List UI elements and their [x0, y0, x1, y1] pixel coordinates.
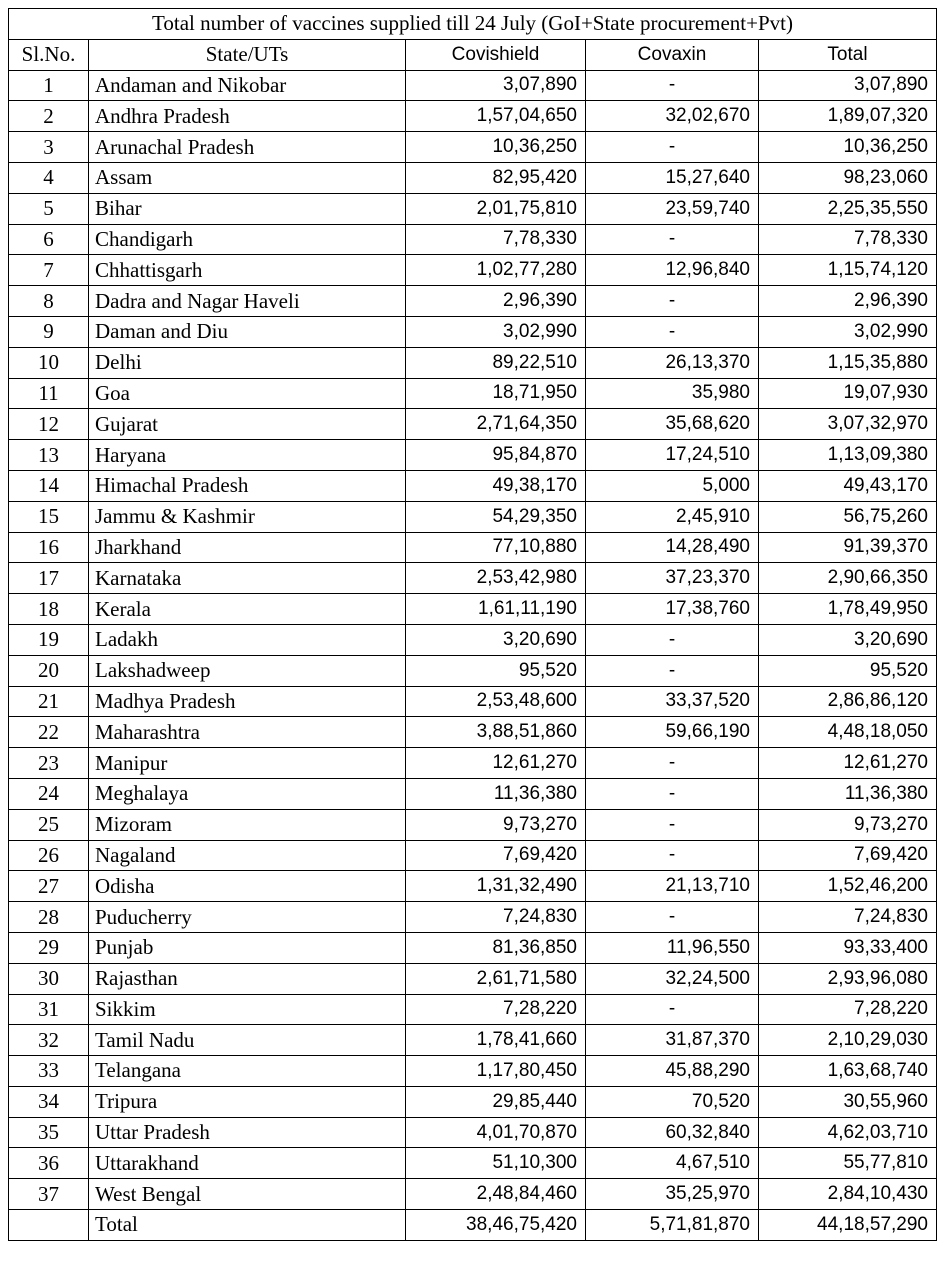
total-cell: 1,13,09,380	[759, 440, 937, 471]
total-cell: 2,90,66,350	[759, 563, 937, 594]
state-name-cell: Mizoram	[89, 809, 406, 840]
covishield-cell: 89,22,510	[406, 347, 586, 378]
covishield-cell: 2,53,42,980	[406, 563, 586, 594]
total-cell: 1,52,46,200	[759, 871, 937, 902]
table-row	[9, 286, 937, 317]
sl-no-cell: 16	[9, 532, 89, 563]
covaxin-cell: -	[586, 840, 759, 871]
covishield-cell: 7,28,220	[406, 994, 586, 1025]
table-row	[9, 162, 937, 193]
state-name-cell: Kerala	[89, 594, 406, 625]
table-row	[9, 70, 937, 101]
total-cell: 30,55,960	[759, 1086, 937, 1117]
sl-no-cell: 22	[9, 717, 89, 748]
covaxin-cell: 32,24,500	[586, 963, 759, 994]
covishield-cell: 10,36,250	[406, 132, 586, 163]
covishield-cell: 2,48,84,460	[406, 1179, 586, 1210]
total-label: Total	[89, 1210, 406, 1241]
sl-no-cell: 35	[9, 1117, 89, 1148]
covishield-cell: 9,73,270	[406, 809, 586, 840]
sl-no-cell: 10	[9, 347, 89, 378]
state-name-cell: Uttar Pradesh	[89, 1117, 406, 1148]
sl-no-cell: 28	[9, 902, 89, 933]
total-sl-cell	[9, 1210, 89, 1241]
table-row	[9, 902, 937, 933]
total-covaxin: 5,71,81,870	[586, 1210, 759, 1241]
covaxin-cell: -	[586, 748, 759, 779]
table-row	[9, 563, 937, 594]
total-cell: 10,36,250	[759, 132, 937, 163]
table-row	[9, 748, 937, 779]
table-row	[9, 1148, 937, 1179]
covaxin-cell: 26,13,370	[586, 347, 759, 378]
state-name-cell: Puducherry	[89, 902, 406, 933]
sl-no-cell: 19	[9, 624, 89, 655]
covishield-cell: 1,31,32,490	[406, 871, 586, 902]
covishield-cell: 1,17,80,450	[406, 1056, 586, 1087]
covaxin-cell: 2,45,910	[586, 501, 759, 532]
covaxin-cell: -	[586, 132, 759, 163]
state-name-cell: Andhra Pradesh	[89, 101, 406, 132]
covaxin-cell: 14,28,490	[586, 532, 759, 563]
total-cell: 1,89,07,320	[759, 101, 937, 132]
covaxin-cell: -	[586, 624, 759, 655]
total-cell: 2,25,35,550	[759, 193, 937, 224]
table-body	[9, 70, 937, 1209]
state-name-cell: Andaman and Nikobar	[89, 70, 406, 101]
covishield-cell: 54,29,350	[406, 501, 586, 532]
total-cell: 4,48,18,050	[759, 717, 937, 748]
table-row	[9, 347, 937, 378]
total-cell: 2,86,86,120	[759, 686, 937, 717]
state-name-cell: Ladakh	[89, 624, 406, 655]
covaxin-cell: -	[586, 902, 759, 933]
total-cell: 1,15,74,120	[759, 255, 937, 286]
table-title: Total number of vaccines supplied till 24 July (GoI+State procurement+Pvt)	[9, 9, 937, 40]
covaxin-cell: 45,88,290	[586, 1056, 759, 1087]
covaxin-cell: -	[586, 994, 759, 1025]
covishield-cell: 2,96,390	[406, 286, 586, 317]
state-name-cell: Maharashtra	[89, 717, 406, 748]
covishield-cell: 2,01,75,810	[406, 193, 586, 224]
total-cell: 7,24,830	[759, 902, 937, 933]
sl-no-cell: 33	[9, 1056, 89, 1087]
state-name-cell: Lakshadweep	[89, 655, 406, 686]
covishield-cell: 7,69,420	[406, 840, 586, 871]
sl-no-cell: 7	[9, 255, 89, 286]
table-row	[9, 778, 937, 809]
covishield-cell: 11,36,380	[406, 778, 586, 809]
covaxin-cell: -	[586, 809, 759, 840]
covishield-cell: 81,36,850	[406, 932, 586, 963]
covishield-cell: 3,20,690	[406, 624, 586, 655]
sl-no-cell: 31	[9, 994, 89, 1025]
vaccine-supply-table	[8, 8, 937, 1241]
covaxin-cell: 11,96,550	[586, 932, 759, 963]
table-row	[9, 501, 937, 532]
sl-no-cell: 20	[9, 655, 89, 686]
state-name-cell: Jammu & Kashmir	[89, 501, 406, 532]
table-row	[9, 132, 937, 163]
table-row	[9, 624, 937, 655]
table-row	[9, 655, 937, 686]
sl-no-cell: 18	[9, 594, 89, 625]
state-name-cell: Karnataka	[89, 563, 406, 594]
covishield-cell: 1,02,77,280	[406, 255, 586, 286]
table-row	[9, 101, 937, 132]
total-covishield: 38,46,75,420	[406, 1210, 586, 1241]
total-cell: 2,93,96,080	[759, 963, 937, 994]
state-name-cell: Arunachal Pradesh	[89, 132, 406, 163]
covishield-cell: 29,85,440	[406, 1086, 586, 1117]
state-name-cell: Bihar	[89, 193, 406, 224]
sl-no-cell: 27	[9, 871, 89, 902]
sl-no-cell: 1	[9, 70, 89, 101]
covaxin-cell: 5,000	[586, 470, 759, 501]
total-cell: 2,96,390	[759, 286, 937, 317]
covishield-cell: 3,07,890	[406, 70, 586, 101]
state-name-cell: Gujarat	[89, 409, 406, 440]
covaxin-cell: 23,59,740	[586, 193, 759, 224]
table-row	[9, 963, 937, 994]
covishield-cell: 1,61,11,190	[406, 594, 586, 625]
state-name-cell: Rajasthan	[89, 963, 406, 994]
covaxin-cell: 17,24,510	[586, 440, 759, 471]
covaxin-cell: 35,980	[586, 378, 759, 409]
table-row	[9, 224, 937, 255]
covaxin-cell: -	[586, 316, 759, 347]
covishield-cell: 1,78,41,660	[406, 1025, 586, 1056]
covaxin-cell: -	[586, 224, 759, 255]
state-name-cell: Telangana	[89, 1056, 406, 1087]
covaxin-cell: 21,13,710	[586, 871, 759, 902]
table-row	[9, 932, 937, 963]
total-cell: 55,77,810	[759, 1148, 937, 1179]
table-row	[9, 840, 937, 871]
covaxin-cell: 60,32,840	[586, 1117, 759, 1148]
covishield-cell: 18,71,950	[406, 378, 586, 409]
sl-no-cell: 13	[9, 440, 89, 471]
covishield-cell: 2,71,64,350	[406, 409, 586, 440]
total-cell: 7,28,220	[759, 994, 937, 1025]
sl-no-cell: 12	[9, 409, 89, 440]
total-total: 44,18,57,290	[759, 1210, 937, 1241]
state-name-cell: Uttarakhand	[89, 1148, 406, 1179]
total-cell: 3,07,890	[759, 70, 937, 101]
table-row	[9, 1025, 937, 1056]
total-cell: 98,23,060	[759, 162, 937, 193]
sl-no-cell: 11	[9, 378, 89, 409]
covishield-cell: 4,01,70,870	[406, 1117, 586, 1148]
table-row	[9, 440, 937, 471]
table-row	[9, 532, 937, 563]
sl-no-cell: 8	[9, 286, 89, 317]
state-name-cell: Dadra and Nagar Haveli	[89, 286, 406, 317]
table-row	[9, 686, 937, 717]
covaxin-cell: 17,38,760	[586, 594, 759, 625]
state-name-cell: Jharkhand	[89, 532, 406, 563]
table-row	[9, 1086, 937, 1117]
state-name-cell: Madhya Pradesh	[89, 686, 406, 717]
total-cell: 91,39,370	[759, 532, 937, 563]
covaxin-cell: 35,68,620	[586, 409, 759, 440]
covishield-cell: 77,10,880	[406, 532, 586, 563]
covaxin-cell: 35,25,970	[586, 1179, 759, 1210]
covaxin-cell: -	[586, 655, 759, 686]
table-row	[9, 871, 937, 902]
total-cell: 9,73,270	[759, 809, 937, 840]
state-name-cell: Chhattisgarh	[89, 255, 406, 286]
header-row	[9, 39, 937, 70]
header-total: Total	[759, 39, 937, 70]
table-row	[9, 1117, 937, 1148]
sl-no-cell: 21	[9, 686, 89, 717]
total-cell: 3,20,690	[759, 624, 937, 655]
covishield-cell: 95,520	[406, 655, 586, 686]
covaxin-cell: 15,27,640	[586, 162, 759, 193]
state-name-cell: Punjab	[89, 932, 406, 963]
covaxin-cell: 12,96,840	[586, 255, 759, 286]
title-row	[9, 9, 937, 40]
state-name-cell: West Bengal	[89, 1179, 406, 1210]
covaxin-cell: 33,37,520	[586, 686, 759, 717]
sl-no-cell: 34	[9, 1086, 89, 1117]
covaxin-cell: -	[586, 286, 759, 317]
table-row	[9, 809, 937, 840]
table-row	[9, 994, 937, 1025]
covishield-cell: 7,24,830	[406, 902, 586, 933]
total-cell: 3,02,990	[759, 316, 937, 347]
sl-no-cell: 30	[9, 963, 89, 994]
table-row	[9, 409, 937, 440]
covaxin-cell: -	[586, 778, 759, 809]
sl-no-cell: 14	[9, 470, 89, 501]
total-cell: 7,69,420	[759, 840, 937, 871]
covaxin-cell: -	[586, 70, 759, 101]
state-name-cell: Delhi	[89, 347, 406, 378]
table-row	[9, 470, 937, 501]
sl-no-cell: 3	[9, 132, 89, 163]
total-cell: 11,36,380	[759, 778, 937, 809]
sl-no-cell: 15	[9, 501, 89, 532]
state-name-cell: Haryana	[89, 440, 406, 471]
sl-no-cell: 25	[9, 809, 89, 840]
table-row	[9, 1056, 937, 1087]
state-name-cell: Tripura	[89, 1086, 406, 1117]
state-name-cell: Manipur	[89, 748, 406, 779]
table-row	[9, 594, 937, 625]
covishield-cell: 95,84,870	[406, 440, 586, 471]
table-row	[9, 717, 937, 748]
total-cell: 1,63,68,740	[759, 1056, 937, 1087]
table-row	[9, 316, 937, 347]
state-name-cell: Assam	[89, 162, 406, 193]
covishield-cell: 12,61,270	[406, 748, 586, 779]
sl-no-cell: 4	[9, 162, 89, 193]
table-row	[9, 378, 937, 409]
state-name-cell: Sikkim	[89, 994, 406, 1025]
total-cell: 19,07,930	[759, 378, 937, 409]
state-name-cell: Himachal Pradesh	[89, 470, 406, 501]
state-name-cell: Goa	[89, 378, 406, 409]
total-row	[9, 1210, 937, 1241]
covishield-cell: 3,02,990	[406, 316, 586, 347]
state-name-cell: Meghalaya	[89, 778, 406, 809]
state-name-cell: Tamil Nadu	[89, 1025, 406, 1056]
covishield-cell: 7,78,330	[406, 224, 586, 255]
total-cell: 12,61,270	[759, 748, 937, 779]
total-cell: 1,78,49,950	[759, 594, 937, 625]
covaxin-cell: 31,87,370	[586, 1025, 759, 1056]
total-cell: 93,33,400	[759, 932, 937, 963]
covaxin-cell: 59,66,190	[586, 717, 759, 748]
sl-no-cell: 23	[9, 748, 89, 779]
state-name-cell: Chandigarh	[89, 224, 406, 255]
covaxin-cell: 4,67,510	[586, 1148, 759, 1179]
state-name-cell: Nagaland	[89, 840, 406, 871]
state-name-cell: Daman and Diu	[89, 316, 406, 347]
total-cell: 7,78,330	[759, 224, 937, 255]
covishield-cell: 51,10,300	[406, 1148, 586, 1179]
total-cell: 1,15,35,880	[759, 347, 937, 378]
sl-no-cell: 24	[9, 778, 89, 809]
sl-no-cell: 37	[9, 1179, 89, 1210]
total-cell: 95,520	[759, 655, 937, 686]
covishield-cell: 49,38,170	[406, 470, 586, 501]
total-cell: 4,62,03,710	[759, 1117, 937, 1148]
covaxin-cell: 32,02,670	[586, 101, 759, 132]
covaxin-cell: 70,520	[586, 1086, 759, 1117]
state-name-cell: Odisha	[89, 871, 406, 902]
covishield-cell: 3,88,51,860	[406, 717, 586, 748]
header-covishield: Covishield	[406, 39, 586, 70]
sl-no-cell: 5	[9, 193, 89, 224]
total-cell: 2,84,10,430	[759, 1179, 937, 1210]
total-cell: 56,75,260	[759, 501, 937, 532]
covishield-cell: 1,57,04,650	[406, 101, 586, 132]
covaxin-cell: 37,23,370	[586, 563, 759, 594]
header-state: State/UTs	[89, 39, 406, 70]
total-cell: 3,07,32,970	[759, 409, 937, 440]
sl-no-cell: 26	[9, 840, 89, 871]
table-row	[9, 1179, 937, 1210]
table-row	[9, 255, 937, 286]
sl-no-cell: 29	[9, 932, 89, 963]
header-sl-no: Sl.No.	[9, 39, 89, 70]
sl-no-cell: 17	[9, 563, 89, 594]
covishield-cell: 2,61,71,580	[406, 963, 586, 994]
sl-no-cell: 32	[9, 1025, 89, 1056]
sl-no-cell: 2	[9, 101, 89, 132]
total-cell: 49,43,170	[759, 470, 937, 501]
covishield-cell: 2,53,48,600	[406, 686, 586, 717]
sl-no-cell: 36	[9, 1148, 89, 1179]
header-covaxin: Covaxin	[586, 39, 759, 70]
sl-no-cell: 9	[9, 316, 89, 347]
table-row	[9, 193, 937, 224]
total-cell: 2,10,29,030	[759, 1025, 937, 1056]
covishield-cell: 82,95,420	[406, 162, 586, 193]
sl-no-cell: 6	[9, 224, 89, 255]
